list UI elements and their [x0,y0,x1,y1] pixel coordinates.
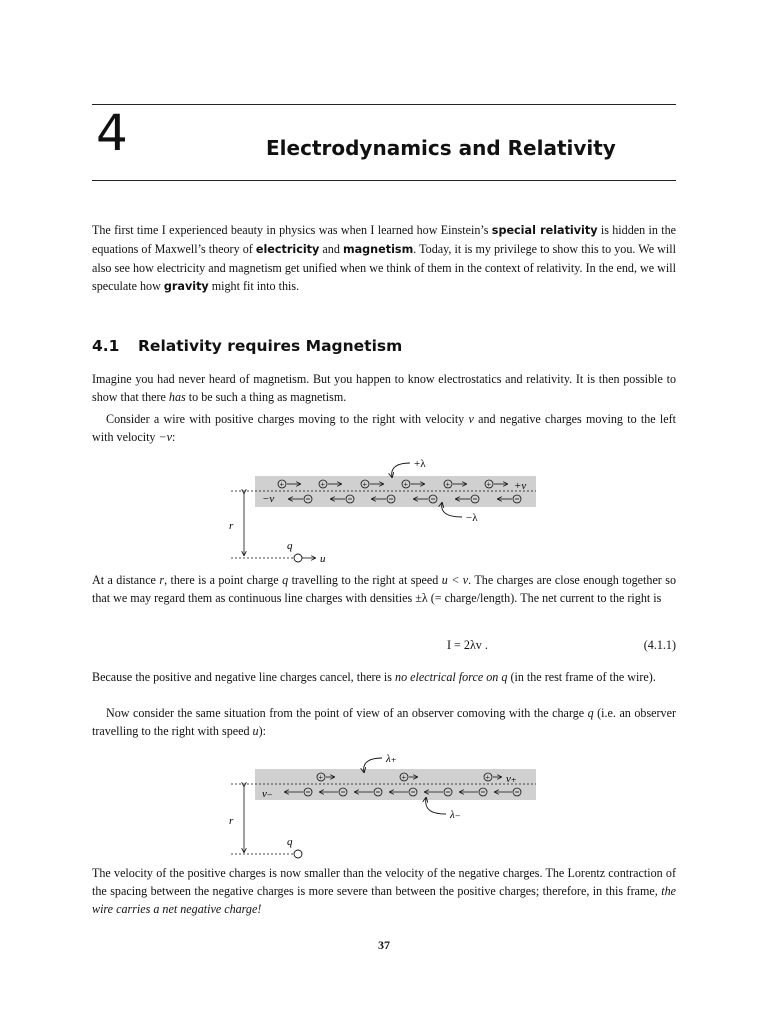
point-charge [294,554,302,562]
charge-label: q [287,836,293,848]
lambda-minus-pointer [426,798,446,814]
plus-lambda-pointer [392,463,410,477]
svg-text:+: + [320,480,326,489]
paragraph-3: At a distance r, there is a point charge q travelling to the right at speed u < v. The charges are close enough together so that we may regard them as continuous line charges with densities ±λ (= charge/length). The net current to the right is [92,573,677,605]
charge-label: q [287,540,293,552]
svg-text:+: + [485,773,491,782]
term-magnetism: magnetism [342,243,414,256]
term-special-relativity: special relativity [491,224,598,237]
figure-wire-rest-frame [0,455,768,565]
section-heading [92,337,402,355]
bottom-rule [92,180,676,181]
pos-velocity-label: v₊ [506,773,517,785]
equation-body: I = 2λv . [447,638,488,652]
point-charge [294,850,302,858]
paragraph-2: Consider a wire with positive charges moving to the right with velocity v and negative charges moving to the left with velocity −v: [92,412,677,444]
svg-text:+: + [486,480,492,489]
distance-label: r [229,520,234,532]
neg-velocity-label: −v [262,493,275,505]
wire [255,769,536,800]
equation-tag: (4.1.1) [643,638,676,652]
lambda-plus-label: λ₊ [386,753,397,765]
plus-lambda-label: +λ [414,458,426,470]
svg-text:+: + [403,480,409,489]
svg-text:+: + [318,773,324,782]
charge-velocity-label: u [320,553,326,565]
svg-text:+: + [445,480,451,489]
distance-label: r [229,815,234,827]
paragraph-1: Imagine you had never heard of magnetism. But you happen to know electrostatics and relativity. It is then possible to show that there has to be such a thing as magnetism. [92,372,676,404]
minus-lambda-label: −λ [466,512,478,524]
svg-text:+: + [401,773,407,782]
paragraph-6: The velocity of the positive charges is now smaller than the velocity of the negative charges. The Lorentz contraction of the spacing between the negative charges is more severe than between the positive charges; therefore, in this frame, the wire carries a net negative charge! [92,866,676,916]
paragraph-5: Now consider the same situation from the point of view of an observer comoving with the charge q (i.e. an observer travelling to the right with speed u): [92,706,676,738]
top-rule [92,104,676,105]
chapter-number: 4 [96,104,128,162]
term-gravity: gravity [163,280,209,293]
figure-wire-comoving-frame [0,746,768,861]
chapter-title: Electrodynamics and Relativity [266,136,616,160]
section-title: Relativity requires Magnetism [138,337,403,355]
paragraph-4: Because the positive and negative line charges cancel, there is no electrical force on q (in the rest frame of the wire). [92,670,656,684]
intro-paragraph: The first time I experienced beauty in physics was when I learned how Einstein’s special relativity is hidden in the equations of Maxwell’s theory of electricity and magnetism. Today, it is my privilege to show this to you. We will also see how electricity and magnetism get unified when we think of them in the context of relativity. In the end, we will speculate how gravity might fit into this. [92,223,676,293]
neg-velocity-label: v₋ [262,788,273,800]
pos-velocity-label: +v [514,480,527,492]
wire [255,476,536,507]
svg-text:+: + [279,480,285,489]
lambda-minus-label: λ₋ [450,809,461,821]
section-number: 4.1 [92,337,120,355]
page-number: 37 [378,938,390,952]
svg-text:+: + [362,480,368,489]
term-electricity: electricity [255,243,320,256]
equation-4-1-1 [92,638,676,656]
